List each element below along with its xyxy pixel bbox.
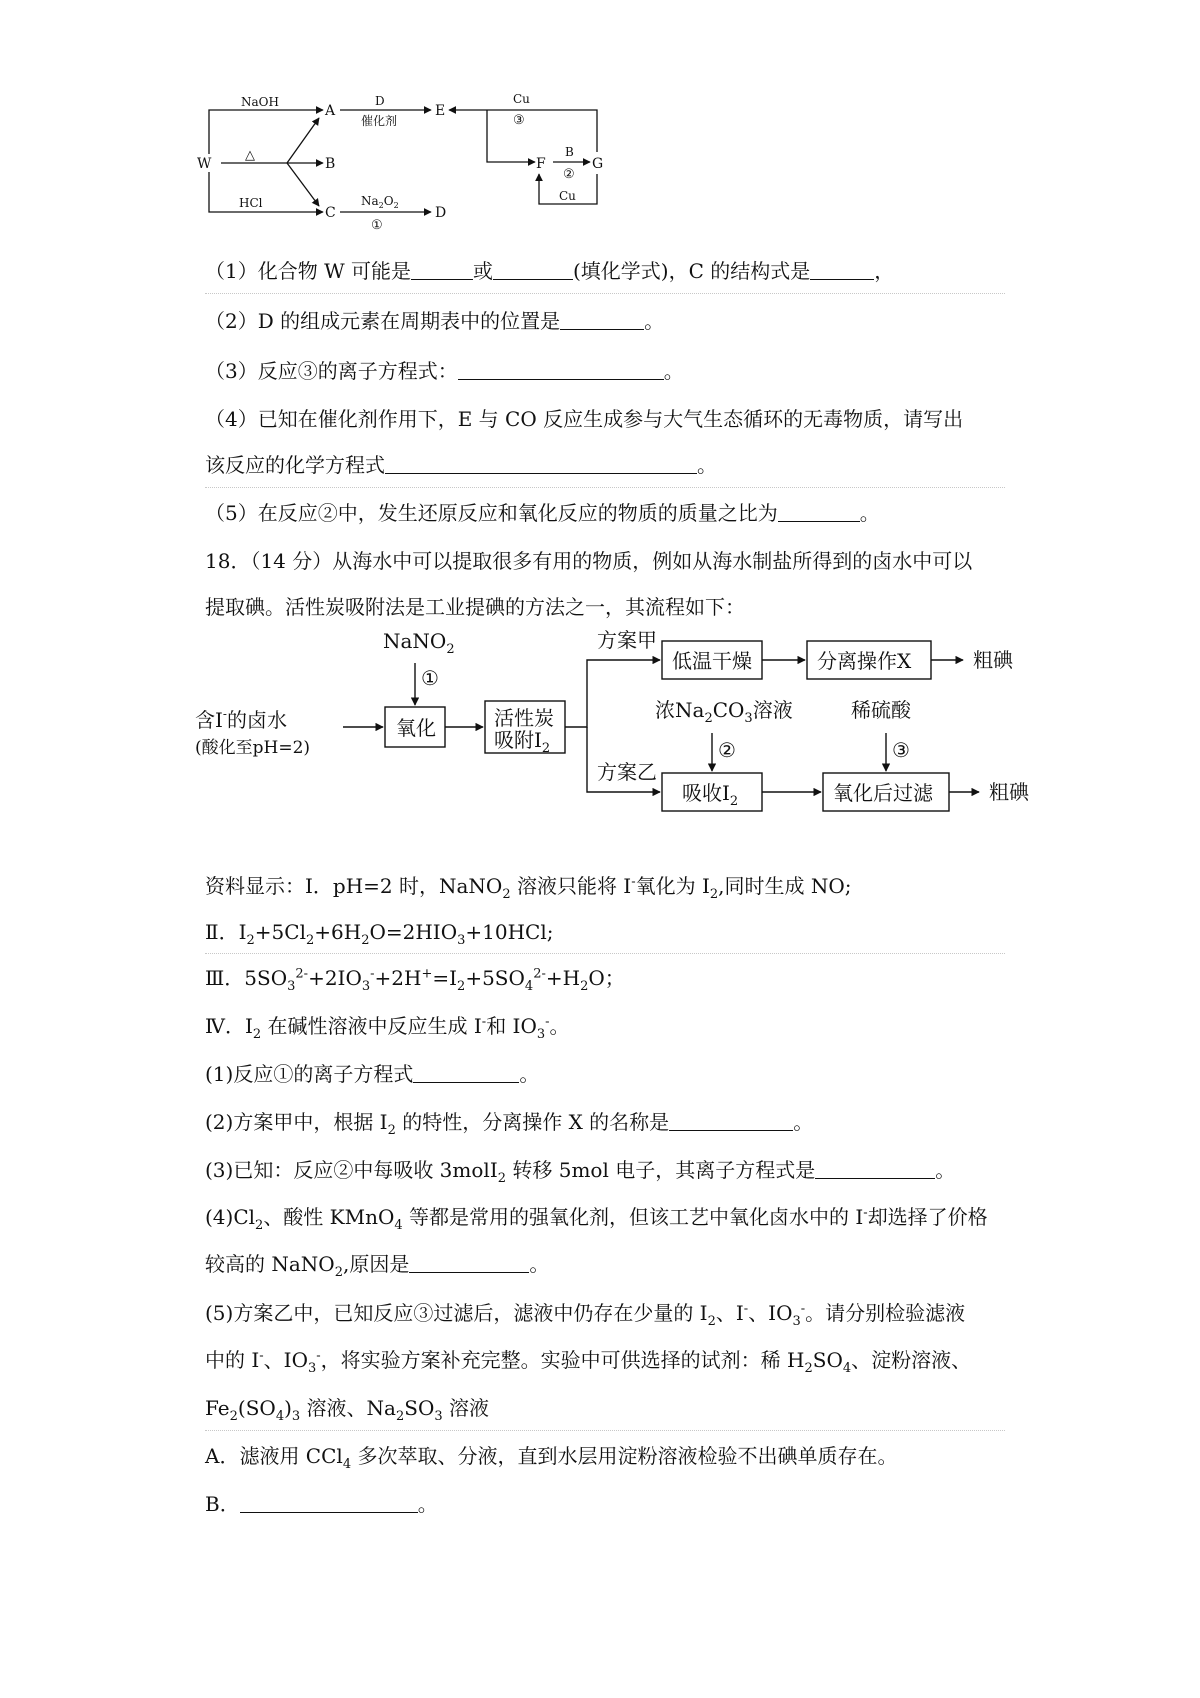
step3-marker: ③ — [892, 738, 910, 762]
q18-item1: (1)反应①的离子方程式 。 — [205, 1062, 540, 1086]
step1-marker: ① — [421, 666, 439, 690]
node-c: C — [325, 205, 336, 221]
crude-iodine-2: 粗碘 — [989, 780, 1029, 804]
reaction-network-diagram — [195, 92, 675, 232]
q18-item4-cont: 较高的 NaNO$_2$,原因是 。 — [205, 1252, 550, 1280]
divider — [205, 293, 1005, 294]
q18-item5-cont: 中的 I-、$IO_3^-$，将实验方案补充完整。实验中可供选择的试剂：稀 $H_2SO_4$、淀粉溶液、 — [205, 1348, 972, 1376]
q18-step-a: A．滤液用 CCl$_4$ 多次萃取、分液，直到水层用淀粉溶液检验不出碘单质存在。 — [205, 1444, 898, 1472]
info-4: Ⅳ．$I_2$ 在碱性溶液中反应生成 I-和 $IO_3^-$。 — [205, 1014, 570, 1042]
q18-item2: (2)方案甲中，根据 $I_2$ 的特性，分离操作 X 的名称是 。 — [205, 1110, 814, 1138]
node-f: F — [536, 156, 546, 172]
info-3: Ⅲ．$5SO_3^{2-}+2IO_3^-+2H^+=I_2+5SO_4^{2-}+H_2O$； — [205, 966, 625, 994]
feed-condition: (酸化至pH=2) — [195, 738, 311, 758]
label-naoh: NaOH — [241, 95, 279, 109]
label-d-reagent: D — [375, 94, 385, 108]
step2-marker: ② — [718, 738, 736, 762]
node-g: G — [592, 156, 604, 172]
separate-label: 分离操作X — [817, 649, 912, 673]
label-na2o2: $Na_2O_2$ — [361, 194, 399, 210]
q18-intro: 18．（14 分）从海水中可以提取很多有用的物质，例如从海水制盐所得到的卤水中可以 — [205, 549, 973, 573]
feed-label: 含I-的卤水 — [195, 707, 287, 732]
q18-item5: (5)方案乙中，已知反应③过滤后，滤液中仍存在少量的 $I_2$、I-、$IO_3^-$。请分别检验滤液 — [205, 1301, 966, 1329]
plan-a-label: 方案甲 — [597, 628, 657, 652]
q18-item3: (3)已知：反应②中每吸收 3molI$_2$ 转移 5mol 电子，其离子方程式是 。 — [205, 1158, 956, 1186]
divider — [205, 487, 1005, 488]
q17-item3: （3）反应③的离子方程式： 。 — [205, 359, 684, 383]
node-b: B — [325, 156, 336, 172]
q17-item5: （5）在反应②中，发生还原反应和氧化反应的物质的质量之比为 。 — [205, 501, 880, 525]
q17-item1: （1）化合物 W 可能是 或 (填化学式)，C 的结构式是 ， — [205, 259, 895, 283]
node-e: E — [435, 103, 446, 119]
q18-intro-cont: 提取碘。活性炭吸附法是工业提碘的方法之一，其流程如下： — [205, 595, 745, 619]
q17-item4: （4）已知在催化剂作用下，E 与 CO 反应生成参与大气生态循环的无毒物质，请写出 — [205, 407, 964, 431]
absorb-label: 吸收$I_2$ — [682, 781, 739, 809]
q17-item2: （2）D 的组成元素在周期表中的位置是 。 — [205, 309, 665, 333]
label-catalyst: 催化剂 — [361, 114, 398, 128]
node-d: D — [435, 205, 447, 221]
iodine-flowchart — [195, 625, 1045, 820]
info-1: 资料显示：Ⅰ．pH=2 时，NaNO$_2$ 溶液只能将 I-氧化为 $I_2$,同时生成 NO; — [205, 874, 852, 902]
label-step3: ③ — [513, 113, 525, 128]
node-w: W — [197, 156, 212, 172]
divider — [205, 1430, 1005, 1431]
divider — [205, 953, 1005, 954]
plan-b-label: 方案乙 — [597, 760, 657, 784]
q18-reagents: $Fe_2(SO_4)_3$ 溶液、$Na_2SO_3$ 溶液 — [205, 1396, 489, 1424]
carbon-label-2: 吸附$I_2$ — [494, 728, 551, 756]
info-2: Ⅱ．$I_2+5Cl_2+6H_2O=2HIO_3+10HCl$; — [205, 920, 554, 948]
dry-label: 低温干燥 — [672, 649, 752, 673]
q18-item4: $(4)Cl_2$、酸性 KMnO$_4$ 等都是常用的强氧化剂，但该工艺中氧化卤水中的 I-却选择了价格 — [205, 1205, 988, 1233]
node-a: A — [325, 103, 336, 119]
label-cu-bottom: Cu — [559, 189, 576, 203]
label-step2: ② — [563, 167, 575, 182]
q18-step-b: B． 。 — [205, 1492, 438, 1516]
carbon-label-1: 活性炭 — [494, 706, 554, 730]
label-cu-top: Cu — [513, 92, 530, 106]
label-b-reagent: B — [565, 145, 574, 159]
reagent-acid: 稀硫酸 — [851, 698, 911, 722]
label-step1: ① — [371, 218, 383, 232]
crude-iodine-1: 粗碘 — [973, 648, 1013, 672]
label-delta: △ — [245, 148, 255, 163]
reagent-nano2: NaNO$_2$ — [383, 629, 455, 657]
reagent-na2co3: 浓$Na_2CO_3$溶液 — [655, 698, 793, 726]
oxidize-label: 氧化 — [396, 716, 436, 740]
label-hcl: HCl — [239, 196, 263, 210]
filter-label: 氧化后过滤 — [833, 781, 933, 805]
q17-item4-cont: 该反应的化学方程式 。 — [205, 453, 717, 477]
